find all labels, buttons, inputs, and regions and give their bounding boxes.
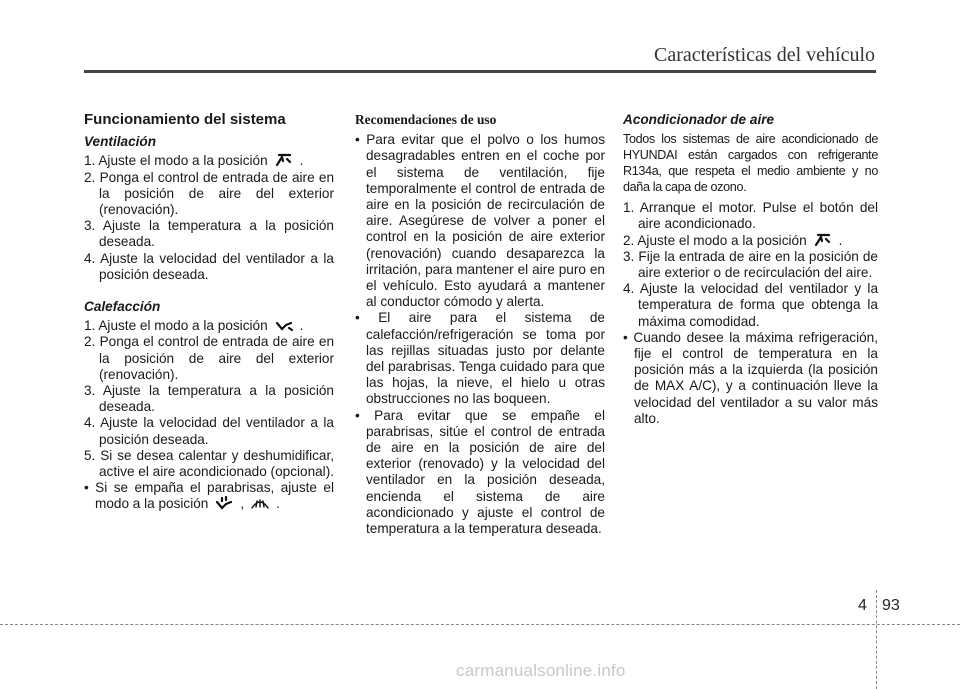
- floor-mode-icon: [274, 318, 294, 332]
- ac-step-4: 4. Ajuste la velocidad del ventilador y la temperatura de forma que obtenga la máxima comodidad.: [623, 281, 878, 329]
- ventilation-step-4: 4. Ajuste la velocidad del ventilador a la posición deseada.: [84, 250, 334, 282]
- ventilation-step-3: 3. Ajuste la temperatura a la posición deseada.: [84, 218, 334, 250]
- recommendation-2: • El aire para el sistema de calefacción/refrigeración se toma por las rejillas situadas justo por delante del parabrisas. Tenga cuidado para que las hojas, la nieve, el hielo u otras obstrucciones no las boqueen.: [355, 310, 605, 407]
- watermark: carmanualsonline.info: [456, 661, 626, 680]
- face-vent-mode-icon: [274, 153, 294, 167]
- defrost-mode-icon: [250, 496, 270, 510]
- ventilation-subtitle: Ventilación: [84, 134, 157, 150]
- air-conditioner-intro: Todos los sistemas de aire acondicionado de HYUNDAI están cargados con refrigerante R134a, que respeta el medio ambiente y no daña la capa de ozono.: [623, 132, 878, 195]
- page-number: 93: [882, 597, 900, 614]
- column-3: [623, 112, 878, 427]
- ac-step-2: 2. Ajuste el modo a la posición .: [623, 232, 843, 248]
- recommendation-3: • Para evitar que se empañe el parabrisas, sitúe el control de entrada de aire en la posición de aire del exterior (renovado) y la velocidad del ventilador en la posición deseada, encienda el sistema de aire acondicionado y ajuste el control de temperatura a la temperatura deseada.: [355, 407, 605, 537]
- recommendations-title: Recomendaciones de uso: [355, 112, 497, 127]
- heating-bullet: • Si se empaña el parabrisas, ajuste el modo a la posición , .: [84, 480, 334, 512]
- chapter-number: 4: [858, 597, 867, 614]
- floor-defrost-mode-icon: [214, 496, 234, 510]
- heating-step-3: 3. Ajuste la temperatura a la posición deseada.: [84, 383, 334, 415]
- face-vent-mode-icon: [813, 233, 833, 247]
- heating-subtitle: Calefacción: [84, 299, 161, 315]
- ventilation-step-1: 1. Ajuste el modo a la posición .: [84, 153, 304, 169]
- heating-step-4: 4. Ajuste la velocidad del ventilador a la posición deseada.: [84, 415, 334, 447]
- heating-step-1: 1. Ajuste el modo a la posición .: [84, 318, 304, 334]
- header-title: Características del vehículo: [653, 44, 875, 66]
- ac-step-1: 1. Arranque el motor. Pulse el botón del aire acondicionado.: [623, 200, 878, 232]
- header-rule: [84, 70, 876, 73]
- section-title: Funcionamiento del sistema: [84, 111, 286, 128]
- footer-rule: [0, 624, 960, 625]
- footer-divider: [876, 590, 877, 689]
- air-conditioner-title: Acondicionador de aire: [623, 112, 775, 127]
- column-1: [84, 112, 334, 513]
- column-2: [355, 112, 605, 537]
- ac-step-3: 3. Fije la entrada de aire en la posición de aire exterior o de recirculación del aire.: [623, 248, 878, 281]
- ventilation-step-2: 2. Ponga el control de entrada de aire en la posición de aire del exterior (renovación).: [84, 169, 334, 218]
- heating-step-5: 5. Si se desea calentar y deshumidificar, active el aire acondicionado (opcional).: [84, 447, 335, 480]
- ac-bullet: • Cuando desee la máxima refrigeración, fije el control de temperatura en la posición más a la izquierda (la posición de MAX A/C), y a continuación lleve la velocidad del ventilador a su valor más alto.: [623, 329, 878, 426]
- recommendation-1: • Para evitar que el polvo o los humos desagradables entren en el coche por el sistema de ventilación, fije temporalmente el control de entrada de aire en la posición de recirculación de aire. Asegúrese de volver a poner el control en la posición de aire exterior (renovación) cuando desaparezca la irritación, para mantener el aire puro en el vehículo. Esto ayudará a mantener al conductor cómodo y alerta.: [355, 132, 605, 310]
- heating-step-2: 2. Ponga el control de entrada de aire en la posición de aire del exterior (renovación).: [84, 334, 334, 382]
